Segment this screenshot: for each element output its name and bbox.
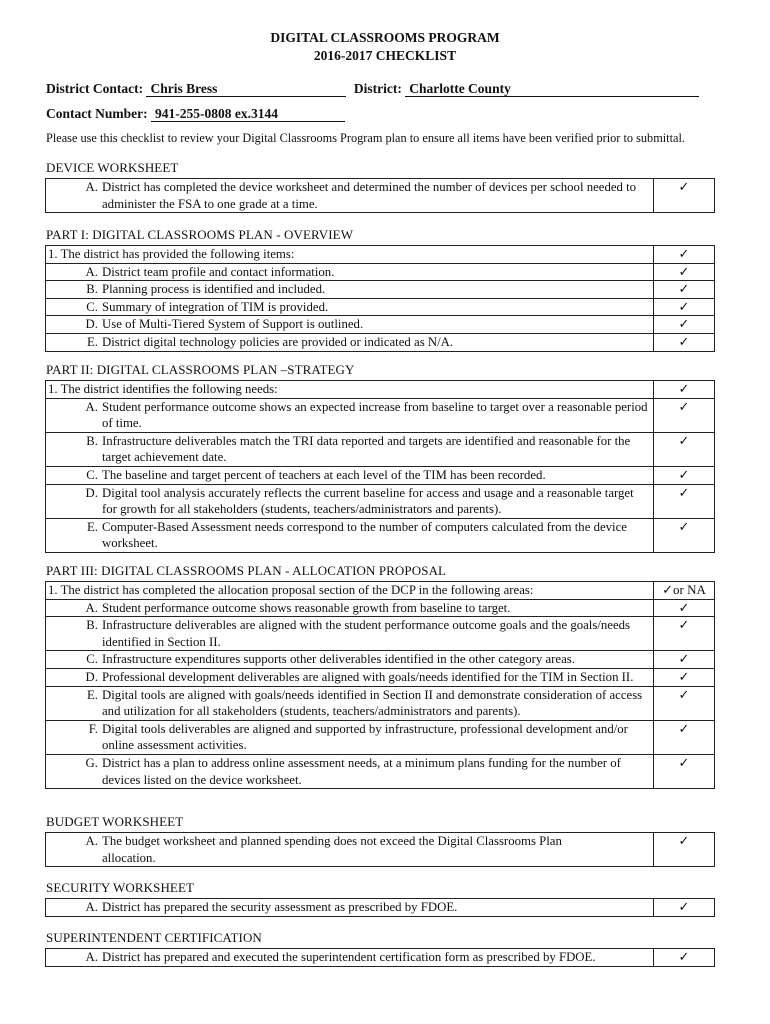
checkmark-icon: ✓ — [678, 720, 690, 736]
table-row — [46, 432, 715, 466]
checkmark-icon: ✓ — [678, 833, 690, 848]
table-row — [46, 263, 715, 281]
checkmark-icon: ✓ — [678, 651, 690, 667]
table-row — [46, 281, 715, 299]
table-row — [46, 316, 715, 334]
item-text: The budget worksheet and planned spending does not exceed the Digital Classrooms Plan allocation. — [102, 834, 562, 865]
item-text: Computer-Based Assessment needs correspond to the number of computers calculated from the device worksheet. — [102, 519, 627, 551]
item-letter: A. — [85, 399, 98, 414]
table-row — [46, 381, 715, 399]
item-letter: B. — [86, 282, 98, 297]
district-label: District: — [353, 81, 402, 96]
checkmark-icon: ✓ — [678, 263, 690, 279]
checkmark-icon: ✓ — [678, 899, 690, 914]
superintendent-certification-heading: SUPERINTENDENT CERTIFICATION — [46, 930, 262, 945]
checkmark-icon: ✓ — [678, 398, 690, 414]
superintendent-certification-table — [45, 948, 715, 967]
checkmark-icon: ✓ — [678, 686, 690, 702]
table-row — [46, 333, 715, 351]
item-letter: C. — [86, 467, 98, 482]
checkmark-icon: ✓ — [678, 466, 690, 482]
contact-number-value: 941-255-0808 ex.3144 — [151, 107, 345, 122]
item-letter: C. — [86, 299, 98, 314]
table-row — [46, 668, 715, 686]
item-text: Summary of integration of TIM is provided. — [102, 299, 329, 314]
table-row — [46, 651, 715, 669]
table-row — [46, 949, 715, 967]
checkmark-icon: ✓ — [678, 298, 690, 314]
checkmark-icon: ✓ — [678, 281, 690, 297]
district-contact-label: District Contact: — [46, 81, 144, 96]
checkmark-or-na-label: ✓or NA — [662, 582, 706, 597]
table-row — [46, 484, 715, 518]
item-letter: B. — [86, 618, 98, 633]
check-cell — [654, 246, 715, 264]
lead-cell — [46, 246, 654, 264]
checkmark-icon: ✓ — [678, 484, 690, 500]
table-row — [46, 246, 715, 264]
device-worksheet-table — [45, 178, 715, 213]
item-letter: A. — [85, 600, 98, 615]
checkmark-icon: ✓ — [678, 179, 690, 194]
checkmark-icon: ✓ — [678, 432, 690, 448]
item-letter: D. — [85, 317, 98, 332]
item-letter: A. — [85, 264, 98, 279]
table-row — [46, 899, 715, 917]
checkmark-icon: ✓ — [678, 617, 690, 633]
part3-heading: PART III: DIGITAL CLASSROOMS PLAN - ALLOCATION PROPOSAL — [46, 563, 447, 578]
district-contact-value: Chris Bress — [146, 82, 346, 97]
device-worksheet-heading: DEVICE WORKSHEET — [46, 160, 179, 175]
lead-text: 1. The district has provided the following items: — [48, 247, 295, 261]
item-text: District has a plan to address online assessment needs, at a minimum plans funding for the number of devices listed on the device worksheet. — [102, 755, 621, 787]
item-text: Use of Multi-Tiered System of Support is outlined. — [102, 317, 364, 332]
security-worksheet-heading: SECURITY WORKSHEET — [46, 880, 195, 895]
part3-table — [45, 581, 715, 789]
security-worksheet-table — [45, 898, 715, 917]
item-letter: G. — [85, 755, 98, 770]
table-row — [46, 518, 715, 552]
checkmark-icon: ✓ — [678, 599, 690, 615]
item-text: Digital tool analysis accurately reflects the current baseline for access and usage and a reasonable target for growth for all stakeholders (students, teachers/administrators and parents). — [102, 485, 634, 517]
table-row — [46, 582, 715, 600]
checkmark-icon: ✓ — [678, 381, 690, 396]
item-letter: A. — [85, 834, 98, 848]
table-row — [46, 466, 715, 484]
item-text: Digital tools deliverables are aligned and supported by infrastructure, professional development and/or online assessment activities. — [102, 721, 628, 753]
item-letter: E. — [86, 519, 98, 534]
part2-table — [45, 380, 715, 553]
item-letter: E. — [86, 334, 98, 349]
table-row — [46, 617, 715, 651]
document-subtitle: 2016-2017 CHECKLIST — [313, 48, 457, 63]
checkmark-icon: ✓ — [678, 668, 690, 684]
item-letter: D. — [85, 485, 98, 500]
table-row — [46, 686, 715, 720]
item-letter: B. — [86, 433, 98, 448]
part1-heading: PART I: DIGITAL CLASSROOMS PLAN - OVERVIEW — [46, 227, 354, 242]
item-text: District team profile and contact information. — [102, 264, 335, 279]
item-text: District has prepared and executed the superintendent certification form as prescribed by FDOE. — [102, 950, 596, 964]
item-text: The baseline and target percent of teachers at each level of the TIM has been recorded. — [102, 467, 546, 482]
lead-text: 1. The district has completed the allocation proposal section of the DCP in the following areas: — [48, 583, 534, 597]
item-text: Infrastructure deliverables are aligned with the student performance outcome goals and the goals/needs identified in Section II. — [102, 618, 631, 649]
item-cell — [46, 179, 654, 213]
checkmark-icon: ✓ — [678, 754, 690, 770]
check-cell — [654, 179, 715, 213]
item-letter: F. — [88, 721, 98, 736]
item-letter: D. — [85, 669, 98, 684]
item-text: Planning process is identified and included. — [102, 282, 326, 297]
item-letter: A. — [85, 950, 98, 964]
item-text: Infrastructure expenditures supports other deliverables identified in the other category areas. — [102, 652, 575, 667]
item-text: District digital technology policies are provided or indicated as N/A. — [102, 334, 454, 349]
table-row — [46, 754, 715, 788]
budget-worksheet-table — [45, 832, 715, 867]
lead-text: 1. The district identifies the following needs: — [48, 382, 278, 396]
item-text: Student performance outcome shows reasonable growth from baseline to target. — [102, 600, 511, 615]
checkmark-icon: ✓ — [678, 949, 690, 964]
checkmark-icon: ✓ — [678, 316, 690, 332]
district-value: Charlotte County — [405, 82, 699, 97]
table-row — [46, 833, 715, 867]
item-text: Digital tools are aligned with goals/needs identified in Section II and demonstrate consideration of access and utilization for all stakeholders (students, teachers/administrators and parents). — [102, 687, 643, 719]
part1-table — [45, 245, 715, 352]
part2-heading: PART II: DIGITAL CLASSROOMS PLAN –STRATEGY — [46, 362, 355, 377]
item-text: Infrastructure deliverables match the TRI data reported and targets are identified and reasonable for the target achievement date. — [102, 433, 631, 465]
district-contact-row — [46, 81, 699, 97]
checkmark-icon: ✓ — [678, 246, 690, 261]
item-text: Student performance outcome shows an expected increase from baseline to target over a reasonable period of time. — [102, 399, 648, 431]
table-row — [46, 599, 715, 617]
table-row — [46, 398, 715, 432]
table-row — [46, 720, 715, 754]
intro-text: Please use this checklist to review your Digital Classrooms Program plan to ensure all items have been verified prior to submittal. — [46, 131, 685, 145]
contact-number-row — [46, 106, 345, 122]
document-title: DIGITAL CLASSROOMS PROGRAM — [270, 30, 500, 45]
item-letter: A. — [85, 900, 98, 914]
checkmark-icon: ✓ — [678, 333, 690, 349]
item-letter: A. — [85, 180, 98, 194]
table-row — [46, 179, 715, 213]
checkmark-icon: ✓ — [678, 518, 690, 534]
item-letter: C. — [86, 652, 98, 667]
contact-number-label: Contact Number: — [46, 106, 148, 121]
item-letter: E. — [86, 687, 98, 702]
item-text: Professional development deliverables are aligned with goals/needs identified for the TIM in Section II. — [102, 669, 634, 684]
item-text: District has completed the device worksheet and determined the number of devices per school needed to administer the FSA to one grade at a time. — [102, 180, 637, 211]
item-text: District has prepared the security assessment as prescribed by FDOE. — [102, 900, 458, 914]
budget-worksheet-heading: BUDGET WORKSHEET — [46, 814, 184, 829]
table-row — [46, 298, 715, 316]
